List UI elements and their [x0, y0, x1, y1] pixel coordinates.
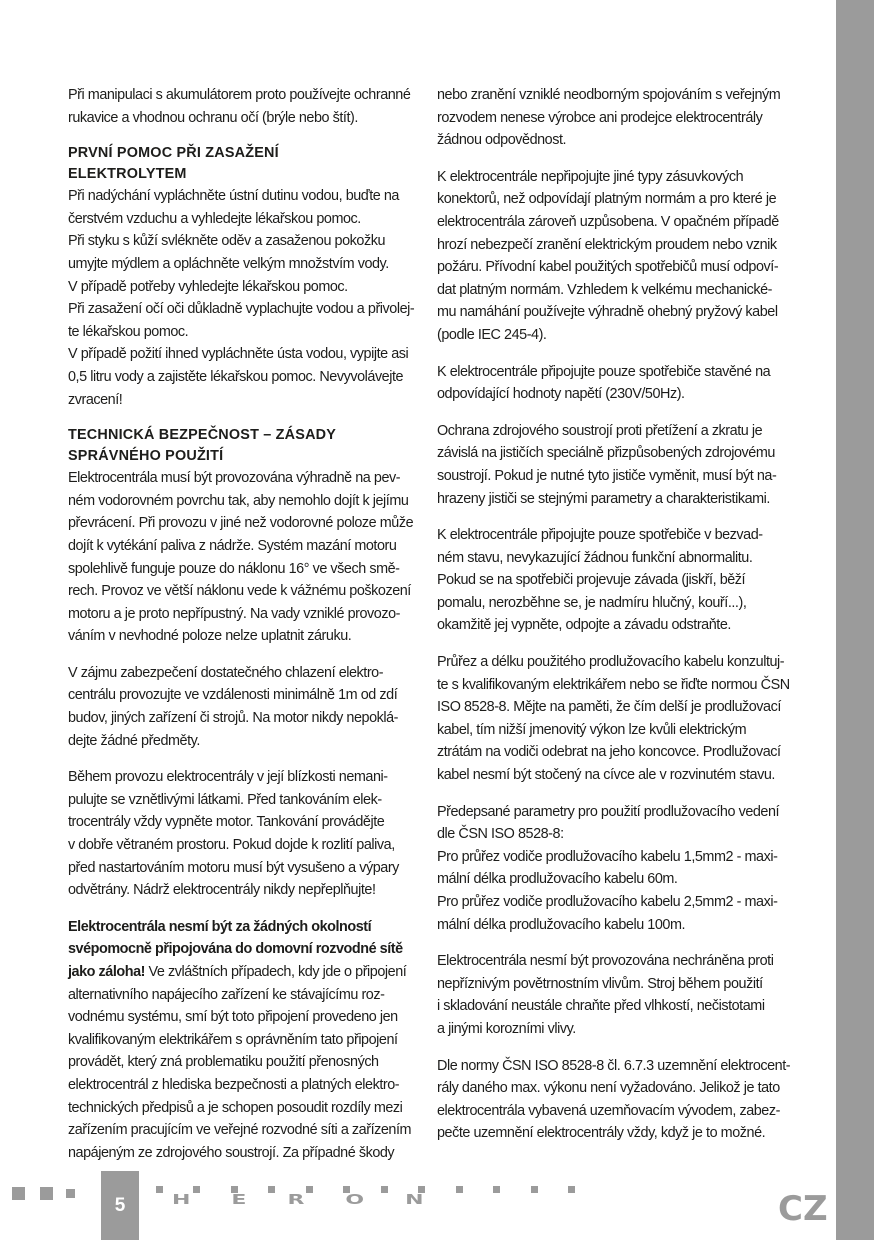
text-line: rozvodem nenese výrobce ani prodejce elektrocentrály	[437, 109, 763, 126]
text-line: Dle normy ČSN ISO 8528-8 čl. 6.7.3 uzemnění elektrocent-	[437, 1057, 791, 1074]
first-aid-paragraph	[68, 185, 415, 411]
text-line: odvětrány. Nádrž elektrocentrály nikdy nepřeplňujte!	[68, 882, 376, 899]
text-line: elektrocentrála vybavená uzemňovacím vývodem, zabez-	[437, 1102, 780, 1119]
text-line: dojít k vytékání paliva z nádrže. Systém mazání motoru	[68, 537, 397, 554]
text-line: K elektrocentrále připojujte pouze spotřebiče v bezvad-	[437, 527, 763, 544]
text-line: Při nadýchání vypláchněte ústní dutinu vodou, buďte na	[68, 188, 399, 205]
text-line: K elektrocentrále nepřipojujte jiné typy zásuvkových	[437, 168, 744, 185]
text-line: elektrocentrála zároveň uzpůsobena. V opačném případě	[437, 213, 779, 230]
tech-safety-heading: TECHNICKÁ BEZPEČNOST – ZÁSADY SPRÁVNÉHO POUŽITÍ	[68, 427, 337, 465]
liability-paragraph	[437, 84, 779, 152]
text-line: hrazeny jističi se stejnými parametry a charakteristikami.	[437, 490, 770, 507]
text-line: Elektrocentrála nesmí být provozována nechráněna proti	[437, 953, 774, 970]
text-line: jako záloha! Ve zvláštních případech, kdy jde o připojení	[68, 964, 407, 980]
text-line: Průřez a délku použitého prodlužovacího kabelu konzultuj-	[437, 654, 785, 671]
text-line: provádět, který zná problematiku použití přenosných	[68, 1054, 379, 1071]
text-line: ném stavu, nevykazující žádnou funkční abnormalitu.	[437, 549, 753, 566]
connectors-paragraph	[437, 166, 779, 347]
text-line: budov, jiných zařízení či strojů. Na motor nikdy nepoklá-	[68, 710, 399, 727]
side-color-bar	[836, 0, 874, 1240]
appliances-paragraph	[437, 524, 779, 637]
text-line: motoru a je proto nepřípustný. Na vady vzniklé provozo-	[68, 605, 400, 622]
first-aid-heading: PRVNÍ POMOC PŘI ZASAŽENÍ ELEKTROLYTEM	[68, 145, 279, 183]
text-line: V zájmu zabezpečení dostatečného chlazení elektro-	[68, 664, 384, 681]
text-line: Elektrocentrála musí být provozována výhradně na pev-	[68, 470, 401, 487]
cooling-distance-paragraph	[68, 662, 412, 752]
text-line: dle ČSN ISO 8528-8:	[437, 826, 564, 843]
footer-square-decoration	[12, 1187, 25, 1200]
text-line: dejte žádné předměty.	[68, 732, 200, 749]
text-line-bold: Elektrocentrála nesmí být za žádných okolností	[68, 918, 372, 935]
text-line: převrácení. Při provozu v jiné než vodorovné poloze může	[68, 515, 414, 532]
overload-protection-paragraph	[437, 420, 779, 510]
text-line: Předepsané parametry pro použití prodlužovacího vedení	[437, 803, 780, 820]
text-line: Během provozu elektrocentrály v její blízkosti nemani-	[68, 769, 388, 786]
text-line: závislá na jističích speciálně přizpůsobených zdrojovému	[437, 445, 775, 462]
grounding-paragraph	[437, 1055, 791, 1145]
text-line: dat platným normám. Vzhledem k velkému mechanické-	[437, 281, 773, 298]
page-number-box	[101, 1171, 139, 1240]
right-column	[437, 84, 791, 1159]
text-line: mu namáhání používejte výhradně ohebný pryžový kabel	[437, 304, 778, 321]
text-line: rály daného max. výkonu není vyžadováno. Jelikož je tato	[437, 1080, 780, 1097]
footer-dot-decoration	[531, 1186, 538, 1193]
text-line: zvracení!	[68, 391, 123, 408]
text-line: odpovídající hodnoty napětí (230V/50Hz).	[437, 386, 685, 403]
level-surface-paragraph	[68, 467, 412, 648]
text-line: Pro průřez vodiče prodlužovacího kabelu 2,5mm2 - maxi-	[437, 894, 778, 910]
text-line: spolehlivě funguje pouze do náklonu 16° ve všech smě-	[68, 560, 400, 577]
footer-square-decoration	[40, 1187, 53, 1200]
text-line: pomalu, nerozběhne se, je nadmíru hlučný, kouří...),	[437, 594, 747, 611]
text-line: požáru. Přívodní kabel použitých spotřebičů musí odpoví-	[437, 259, 779, 276]
battery-intro-paragraph	[68, 84, 412, 129]
extension-cable-paragraph	[437, 651, 790, 787]
text-line: čerstvém vzduchu a vyhledejte lékařskou pomoc.	[68, 210, 361, 227]
text-line: konektorů, než odpovídají platným normám a pro které je	[437, 191, 777, 208]
text-line: i skladování neustále chraňte před vlhkostí, nečistotami	[437, 998, 765, 1015]
text-line: ném vodorovném povrchu tak, aby nemohlo dojít k jejímu	[68, 492, 409, 509]
text-line: kabel, tím nižší jmenovitý výkon lze kvůli elektrickým	[437, 721, 747, 738]
text-line: okamžitě jej vypněte, odpojte a závadu odstraňte.	[437, 617, 731, 634]
text-line: (podle IEC 245-4).	[437, 326, 547, 343]
text-line: kabel nesmí být stočený na cívce ale v rozvinutém stavu.	[437, 767, 775, 784]
footer-dot-decoration	[493, 1186, 500, 1193]
text-line: Pokud se na spotřebiči projevuje závada (jiskří, běží	[437, 572, 746, 589]
text-line: 0,5 litru vody a zajistěte lékařskou pomoc. Nevyvolávejte	[68, 368, 404, 385]
grid-connection-paragraph	[68, 916, 412, 1165]
page-number: 5	[114, 1195, 126, 1216]
left-column	[68, 84, 415, 1178]
text-line: Při styku s kůží svlékněte oděv a zasaženou pokožku	[68, 233, 386, 250]
text-line: pulujte se vznětlivými látkami. Před tankováním elek-	[68, 791, 382, 808]
text-line: centrálu provozujte ve vzdálenosti minimálně 1m od zdí	[68, 687, 398, 704]
footer-dot-decoration	[568, 1186, 575, 1193]
text-line: V případě požití ihned vypláchněte ústa vodou, vypijte asi	[68, 346, 409, 363]
text-line: alternativního napájecího zařízení ke stávajícímu roz-	[68, 986, 385, 1003]
text-line: Ochrana zdrojového soustrojí proti přetížení a zkratu je	[437, 422, 763, 439]
text-line: pečte uzemnění elektrocentrály vždy, když je to možné.	[437, 1125, 766, 1142]
text-line: elektrocentrál z hlediska bezpečnosti a platných elektro-	[68, 1076, 400, 1093]
weather-protection-paragraph	[437, 950, 779, 1040]
text-line: Pro průřez vodiče prodlužovacího kabelu 1,5mm2 - maxi-	[437, 848, 778, 865]
fuel-handling-paragraph	[68, 766, 412, 902]
text-line: hrozí nebezpečí zranění elektrickým proudem nebo vznik	[437, 236, 777, 253]
voltage-paragraph	[437, 361, 779, 406]
text-line: žádnou odpovědnost.	[437, 132, 567, 149]
text-line: nebo zranění vzniklé neodborným spojováním s veřejným	[437, 87, 781, 103]
text-line: nepříznivým povětrnostním vlivům. Stroj během použití	[437, 975, 763, 992]
text-line: K elektrocentrále připojujte pouze spotřebiče stavěné na	[437, 363, 771, 380]
text-line: Při manipulaci s akumulátorem proto používejte ochranné	[68, 87, 411, 103]
footer-square-decoration	[66, 1189, 75, 1198]
text-line: ISO 8528-8. Mějte na paměti, že čím delší je prodlužovací	[437, 699, 781, 716]
text-line: V případě potřeby vyhledejte lékařskou pomoc.	[68, 278, 348, 295]
text-line: te lékařskou pomoc.	[68, 323, 189, 340]
cable-parameters-paragraph	[437, 801, 779, 937]
text-line: ztrátám na vodiči odebrat na jeho koncovce. Prodlužovací	[437, 744, 781, 761]
text-line: umyjte mýdlem a opláchněte velkým množstvím vody.	[68, 255, 389, 272]
text-line: Při zasažení očí oči důkladně vyplachujte vodou a přivolej-	[68, 301, 415, 318]
text-line: soustrojí. Pokud je nutné tyto jističe vyměnit, musí být na-	[437, 467, 777, 484]
page-footer	[0, 1160, 874, 1240]
text-line: kvalifikovaným elektrikářem s oprávněním tato připojení	[68, 1031, 398, 1048]
text-line: trocentrály vždy vypněte motor. Tankování provádějte	[68, 814, 385, 831]
text-line: mální délka prodlužovacího kabelu 60m.	[437, 871, 678, 888]
text-line: váním v nevhodné poloze nelze uplatnit záruku.	[68, 628, 352, 645]
text-line: technických předpisů a je schopen posoudit rozdíly mezi	[68, 1099, 403, 1116]
brand-logo: HERON	[172, 1192, 465, 1208]
text-line: rukavice a vhodnou ochranu očí (brýle nebo štít).	[68, 109, 358, 126]
footer-dot-decoration	[156, 1186, 163, 1193]
text-line: mální délka prodlužovacího kabelu 100m.	[437, 916, 686, 933]
text-line: rech. Provoz ve větší náklonu vede k vážnému poškození	[68, 583, 411, 600]
text-line: te s kvalifikovaným elektrikářem nebo se řiďte normou ČSN	[437, 676, 790, 693]
text-line: vodnému systému, smí být toto připojení provedeno jen	[68, 1009, 398, 1026]
text-line: a jinými korozními vlivy.	[437, 1020, 576, 1037]
language-code: CZ	[778, 1189, 828, 1229]
text-line: zařízením pracujícím ve veřejné rozvodné síti a zařízením	[68, 1122, 412, 1139]
text-line-bold: svépomocně připojována do domovní rozvodné sítě	[68, 941, 403, 958]
text-line: napájeným ze zdrojového soustrojí. Za případné škody	[68, 1144, 395, 1161]
text-line: v dobře větraném prostoru. Pokud dojde k rozlití paliva,	[68, 837, 395, 854]
text-line: před nastartováním motoru musí být vysušeno a výpary	[68, 859, 399, 876]
